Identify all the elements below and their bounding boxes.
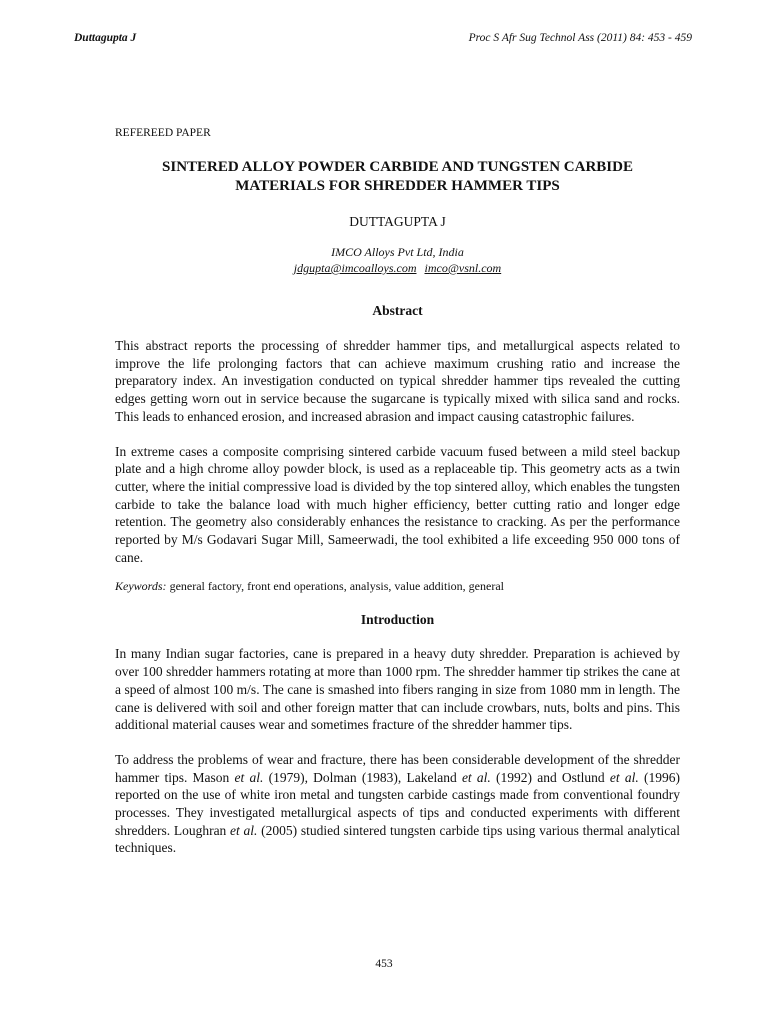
intro-p2-text-c: (1979), Dolman (1983), Lakeland <box>263 769 462 785</box>
author-name: DUTTAGUPTA J <box>349 214 446 229</box>
email-link-1[interactable]: jdgupta@imcoalloys.com <box>293 261 417 275</box>
abstract-paragraph-2: In extreme cases a composite comprising sintered carbide vacuum fused between a mild steel backup plate and a high chrome alloy powder block, is used as a replaceable tip. This geometry acts as a twin cutter, where the initial compressive load is divided by the top sintered alloy, which enables the tungsten carbide to take the balance load with much higher efficiency, better cutting ratio and longer edge retention. The geometry also considerably enhances the resistance to cracking. As per the performance reported by M/s Godavari Sugar Mill, Sameerwadi, the tool exhibited a life exceeding 950 000 tons of cane. <box>115 443 680 565</box>
intro-p2-text-i: (2005) studied sintered tungsten carbide tips using various thermal analytical techniques. <box>115 822 680 856</box>
intro-p2-etal-3: et al. <box>609 769 639 785</box>
intro-p2-text-e: (1992) and Ostlund <box>490 769 610 785</box>
abstract-paragraph-1: This abstract reports the processing of shredder hammer tips, and metallurgical aspects related to improve the life prolonging factors that can achieve maximum crushing ratio and increase the preparatory index. An investigation conducted on typical shredder hammer tips revealed the cutting edges getting worn out in service because the sugarcane is typically mixed with silica sand and rocks. This leads to enhanced erosion, and increased abrasion and impact causing catastrophic failures. <box>115 338 680 424</box>
abstract-heading: Abstract <box>372 303 423 318</box>
page-number: 453 <box>375 958 393 970</box>
running-head-citation: Proc S Afr Sug Technol Ass (2011) 84: 453 - 459 <box>468 32 692 44</box>
introduction-paragraph-2 <box>115 751 680 857</box>
intro-p2-etal-1: et al. <box>234 769 264 785</box>
intro-p2-etal-4: et al. <box>230 822 258 838</box>
affiliation-emails <box>115 260 680 276</box>
keywords-label: Keywords: <box>115 579 167 594</box>
title-line-2: MATERIALS FOR SHREDDER HAMMER TIPS <box>235 178 560 194</box>
intro-p2-text-a: To address the problems of wear and fracture, there has been considerable development of the shredder hammer tips. Mason <box>115 751 680 785</box>
email-link-2[interactable]: imco@vsnl.com <box>424 261 502 275</box>
intro-p2-etal-2: et al. <box>461 769 491 785</box>
keywords-line <box>115 578 680 594</box>
intro-p2-text-g: (1996) reported on the use of white iron metal and tungsten carbide castings made from conventional foundry processes. They investigated metallurgical aspects of tips and conducted experiments with different shredders. Loughran <box>115 769 680 838</box>
running-head-author: Duttagupta J <box>74 32 137 44</box>
affiliation-institution: IMCO Alloys Pvt Ltd, India <box>331 245 464 259</box>
paper-content <box>115 127 680 857</box>
introduction-heading: Introduction <box>360 612 435 628</box>
introduction-paragraph-1: In many Indian sugar factories, cane is prepared in a heavy duty shredder. Preparation is achieved by over 100 shredder hammers rotating at more than 1000 rpm. The shredder hammer tip strikes the cane at a speed of almost 100 m/s. The cane is smashed into fibers ranging in size from 1080 mm in length. The cane is delivered with soil and other foreign matter that can include crowbars, nuts, bolts and pins. This additional material causes wear and sometimes fracture of the shredder hammer tips. <box>115 646 680 733</box>
keywords-text: general factory, front end operations, analysis, value addition, general <box>169 579 504 594</box>
affiliation-block <box>115 244 680 276</box>
paper-type-label: REFEREED PAPER <box>115 127 211 139</box>
paper-title <box>115 158 680 196</box>
title-line-1: SINTERED ALLOY POWDER CARBIDE AND TUNGSTEN CARBIDE <box>162 159 633 175</box>
